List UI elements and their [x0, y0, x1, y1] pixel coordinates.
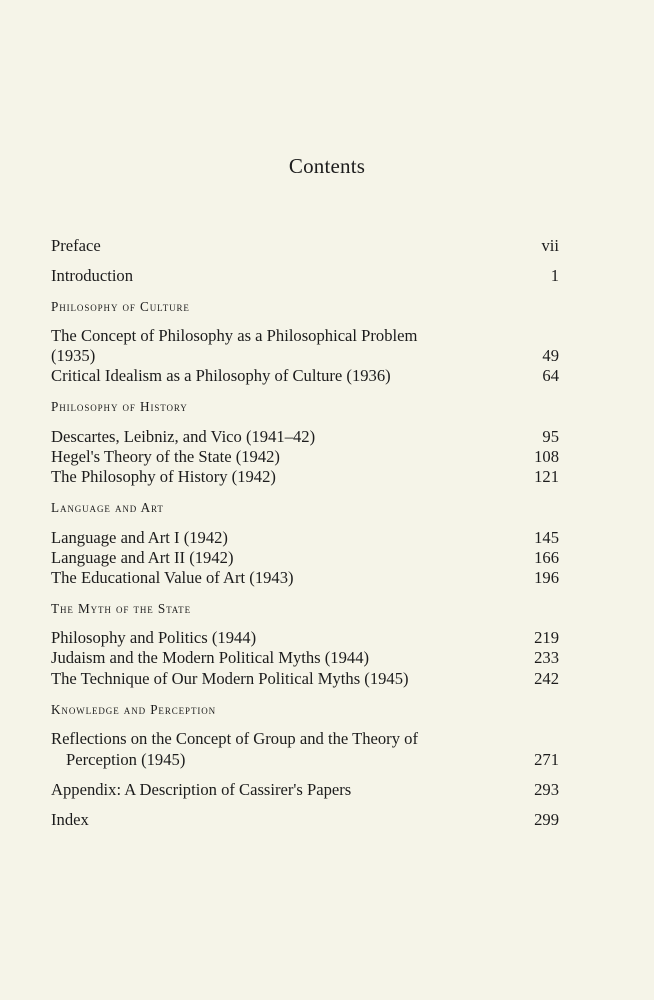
toc-entry-page: 293 [534, 780, 559, 799]
toc-entry-title: The Educational Value of Art (1943) [51, 568, 294, 587]
toc-entry-page: 233 [534, 648, 559, 667]
toc-entry-page: 271 [534, 750, 559, 769]
toc-entry-page: 219 [534, 628, 559, 647]
toc-entry[interactable] [51, 729, 559, 749]
section-heading-language-and-art: Language and Art [51, 500, 164, 515]
toc-entry-title: Appendix: A Description of Cassirer's Papers [51, 780, 352, 799]
toc-entry-appendix[interactable] [51, 780, 559, 800]
toc-entry-title-continued: (1935) [51, 346, 96, 365]
toc-entry-title: Language and Art II (1942) [51, 548, 234, 567]
toc-entry-continued[interactable] [51, 346, 559, 366]
toc-entry[interactable] [51, 366, 559, 386]
section-heading-knowledge-and-perception: Knowledge and Perception [51, 702, 217, 717]
toc-entry-page: 108 [534, 447, 559, 466]
toc-entry-title-continued: Perception (1945) [66, 750, 186, 769]
toc-entry-title: The Technique of Our Modern Political Myths (1945) [51, 669, 409, 688]
toc-entry-page: 49 [542, 346, 559, 365]
toc-entry-page: 64 [542, 366, 559, 385]
toc-entry-title: Judaism and the Modern Political Myths (1944) [51, 648, 370, 667]
toc-entry[interactable] [51, 326, 559, 346]
toc-entry-page: 242 [534, 669, 559, 688]
section-heading-the-myth-of-the-state: The Myth of the State [51, 601, 191, 616]
toc-entry-title: Philosophy and Politics (1944) [51, 628, 257, 647]
toc-entry-index[interactable] [51, 810, 559, 830]
toc-entry-title: Index [51, 810, 89, 829]
toc-entry-title: Reflections on the Concept of Group and the Theory of [51, 729, 418, 748]
toc-entry-title: Introduction [51, 266, 134, 285]
section-heading-philosophy-of-culture: Philosophy of Culture [51, 299, 190, 314]
toc-entry-page: 95 [542, 427, 559, 446]
toc-entry-title: The Philosophy of History (1942) [51, 467, 276, 486]
toc-entry-title: Preface [51, 236, 101, 255]
toc-entry-page: 166 [534, 548, 559, 567]
toc-entry-continued[interactable] [51, 750, 559, 770]
toc-entry-title: Descartes, Leibniz, and Vico (1941–42) [51, 427, 316, 446]
toc-entry[interactable] [51, 548, 559, 568]
toc-entry-page: 196 [534, 568, 559, 587]
section-heading-philosophy-of-history: Philosophy of History [51, 399, 188, 414]
toc-entry[interactable] [51, 568, 559, 588]
toc-entry-page: 145 [534, 528, 559, 547]
toc-entry-title: Critical Idealism as a Philosophy of Culture (1936) [51, 366, 391, 385]
toc-entry[interactable] [51, 467, 559, 487]
toc-entry-page: 299 [534, 810, 559, 829]
toc-entry[interactable] [51, 628, 559, 648]
toc-entry-title: The Concept of Philosophy as a Philosophical Problem [51, 326, 418, 345]
toc-entry[interactable] [51, 669, 559, 689]
page-title: Contents [288, 154, 366, 178]
toc-entry-title: Language and Art I (1942) [51, 528, 228, 547]
toc-entry-page: 1 [550, 266, 559, 285]
toc-entry-introduction[interactable] [51, 266, 559, 286]
toc-entry[interactable] [51, 447, 559, 467]
toc-entry-preface[interactable] [51, 236, 559, 256]
toc-entry-page: vii [541, 236, 559, 255]
toc-entry[interactable] [51, 427, 559, 447]
toc-entry-page: 121 [534, 467, 559, 486]
toc-entry[interactable] [51, 528, 559, 548]
toc-entry-title: Hegel's Theory of the State (1942) [51, 447, 280, 466]
toc-entry[interactable] [51, 648, 559, 668]
